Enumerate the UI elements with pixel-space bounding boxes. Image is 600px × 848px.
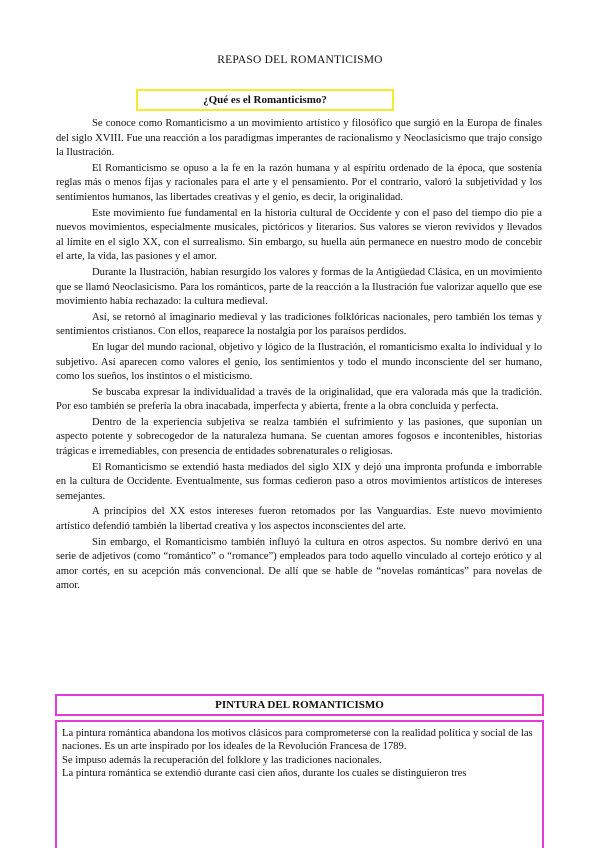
section-heading: PINTURA DEL ROMANTICISMO — [215, 699, 384, 711]
paragraph-4: Durante la Ilustración, habían resurgido los valores y formas de la Antigüedad Clásica, en un movimiento que se llamó Neoclasicismo. Para los románticos, parte de la reacción a la Ilustración fue valorizar aquello que ese movimiento había rechazado: la cultura medieval. — [56, 266, 542, 308]
body-text — [56, 117, 542, 595]
paragraph-9: El Romanticismo se extendió hasta mediados del siglo XIX y dejó una impronta profunda e imborrable en la cultura de Occidente. Eventualmente, sus formas cedieron paso a otros movimientos artísticos de intereses semejantes. — [56, 461, 542, 502]
section-line-2: Se impuso además la recuperación del folklore y las tradiciones nacionales. — [62, 754, 382, 766]
section-line-1: La pintura romántica abandona los motivos clásicos para comprometerse con la realidad política y social de las naciones. Es un arte inspirado por los ideales de la Revolución Francesa de 1789. — [62, 728, 533, 753]
paragraph-11: Sin embargo, el Romanticismo también influyó la cultura en otros aspectos. Su nombre derivó en una serie de adjetivos (como “romántico” o “romance”) empleados para todo aquello vinculado al cortejo erótico y al amor cortés, en su acepción más convencional. De allí que se hable de “novelas románticas” para novelas de amor. — [56, 536, 542, 592]
section-heading-box — [55, 694, 544, 716]
question-heading-box — [136, 89, 394, 111]
paragraph-10: A principios del XX estos intereses fueron retomados por las Vanguardias. Este nuevo movimiento artístico defendió también la libertad creativa y los aspectos inconscientes del arte. — [56, 506, 542, 533]
paragraph-8: Dentro de la experiencia subjetiva se realza también el sufrimiento y las pasiones, que suponían un aspecto potente y sobrecogedor de la naturaleza humana. Se cuentan amores fogosos e incontenibles, historias trágicas e irremediables, con presencia de entidades sobrenaturales o religiosas. — [56, 416, 542, 458]
paragraph-2: El Romanticismo se opuso a la fe en la razón humana y al espíritu ordenado de la época, que sostenía reglas más o menos fijas y racionales para el arte y el pensamiento. Por el contrario, valoró la subjetividad y los sentimientos humanos, las libertades creativas y el genio, es decir, la originalidad. — [56, 162, 542, 203]
paragraph-1: Se conoce como Romanticismo a un movimiento artístico y filosófico que surgió en la Europa de finales del siglo XVIII. Fue una reacción a los paradigmas imperantes de racionalismo y Neoclasicismo que trajo consigo la Ilustración. — [56, 118, 542, 159]
paragraph-7: Se buscaba expresar la individualidad a través de la originalidad, que era valorada más que la tradición. Por eso también se prefería la obra inacabada, imperfecta y abierta, frente a la obra concluida y perfecta. — [56, 386, 542, 413]
paragraph-6: En lugar del mundo racional, objetivo y lógico de la Ilustración, el romanticismo exalta lo individual y lo subjetivo. Así aparecen como valores el genio, los sentimientos y todo el mundo inconsciente del ser humano, como los sueños, los instintos o el misticismo. — [56, 341, 542, 383]
paragraph-3: Este movimiento fue fundamental en la historia cultural de Occidente y con el paso del tiempo dio pie a nuevos movimientos, especialmente musicales, pictóricos y literarios. Sus valores se vieron revividos y llevados al límite en el siglo XX, con el surrealismo. Sin embargo, su huella aún permanece en nuestro modo de concebir el arte, la vida, las pasiones y el amor. — [56, 207, 542, 263]
section-line-3: La pintura romántica se extendió durante casi cien años, durante los cuales se distinguieron tres — [62, 768, 467, 780]
document-title: REPASO DEL ROMANTICISMO — [217, 54, 383, 66]
section-body — [55, 720, 544, 848]
paragraph-5: Así, se retornó al imaginario medieval y las tradiciones folklóricas nacionales, pero también los temas y sentimientos cristianos. Con ellos, reaparece la nostalgia por los paraísos perdidos. — [56, 311, 542, 338]
question-heading: ¿Qué es el Romanticismo? — [203, 94, 327, 106]
